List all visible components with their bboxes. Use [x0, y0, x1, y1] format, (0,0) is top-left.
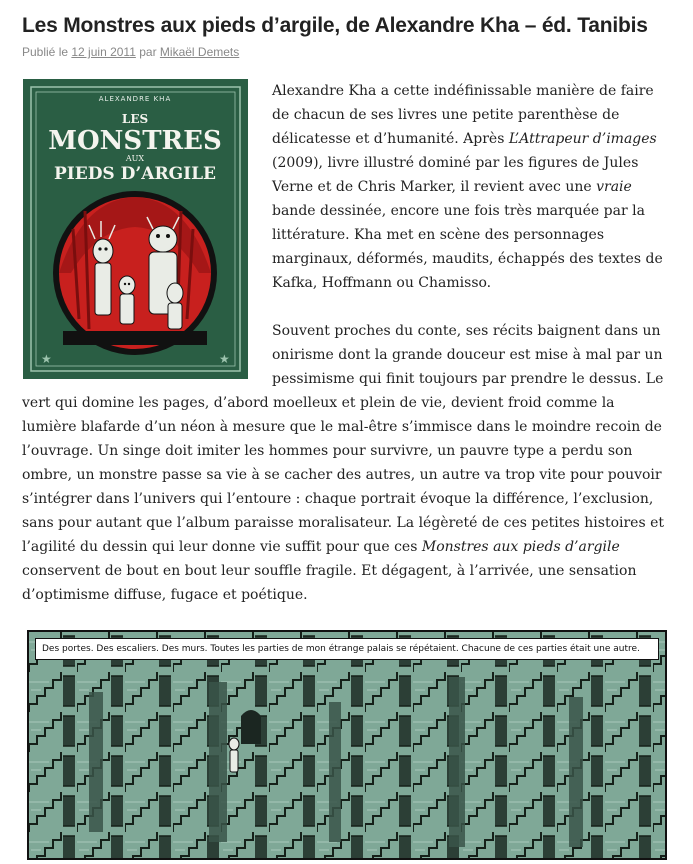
cover-title-monstres: MONSTRES [48, 126, 222, 156]
cover-title-les: LES [121, 112, 149, 126]
date-link[interactable]: 12 juin 2011 [71, 45, 136, 59]
cover-title-pieds: PIEDS D’ARGILE [54, 164, 216, 184]
article [22, 12, 664, 631]
cover-title-aux: AUX [125, 154, 145, 163]
svg-text:★: ★ [41, 352, 52, 366]
paragraph-2: Souvent proches du conte, ses récits baignent dans un onirisme dont la grande douceur est mise à mal par un pessimisme qui finit toujours par prendre le dessus. Le vert qui domine les pages, d’abord moelleux et plein de vie, devient froid comme la lumière blafarde d’un néon à mesure que le mal-être s’immisce dans le moindre recoin de l’ouvrage. Un singe doit imiter les hommes pour survivre, un pauvre type a perdu son ombre, un monstre passe sa vie à se cacher des autres, un autre va trop vite pour pouvoir s’intégrer dans l’univers qui l’entoure : chaque portrait évoque la différence, l’exclusion, sans pour autant que l’album paraisse moralisateur. La légèreté de ces petites histoires et l’agilité du dessin qui leur donne vie suffit pour que ces Monstres aux pieds d’argile conservent de bout en bout leur souffle fragile. Et dégagent, à l’arrivée, une sensation d’optimisme diffuse, fugace et poétique. [22, 323, 665, 603]
meta-prefix: Publié le [22, 45, 69, 59]
article-meta [22, 45, 664, 61]
book-cover-image [23, 79, 248, 379]
article-title: Les Monstres aux pieds d’argile, de Alexandre Kha – éd. Tanibis [22, 14, 648, 37]
comic-panel-image [27, 630, 667, 860]
article-body [22, 79, 664, 607]
cover-author: ALEXANDRE KHA [98, 95, 172, 103]
panel-caption: Des portes. Des escaliers. Des murs. Toutes les parties de mon étrange palais se répétaient. Chacune de ces parties était une autre. [35, 638, 659, 660]
author-link[interactable]: Mikaël Demets [159, 45, 240, 59]
paragraph-1: Alexandre Kha a cette indéfinissable manière de faire de chacun de ses livres une petite parenthèse de délicatesse et d’humanité. Après L’Attrapeur d’images (2009), livre illustré dominé par les figures de Jules Verne et de Chris Marker, il revient avec une vraie bande dessinée, encore une fois très marquée par la littérature. Kha met en scène des personnages marginaux, déformés, maudits, échappés des textes de Kafka, Hoffmann ou Chamisso. [272, 83, 663, 291]
meta-by: par [139, 45, 157, 59]
svg-text:★: ★ [219, 352, 230, 366]
